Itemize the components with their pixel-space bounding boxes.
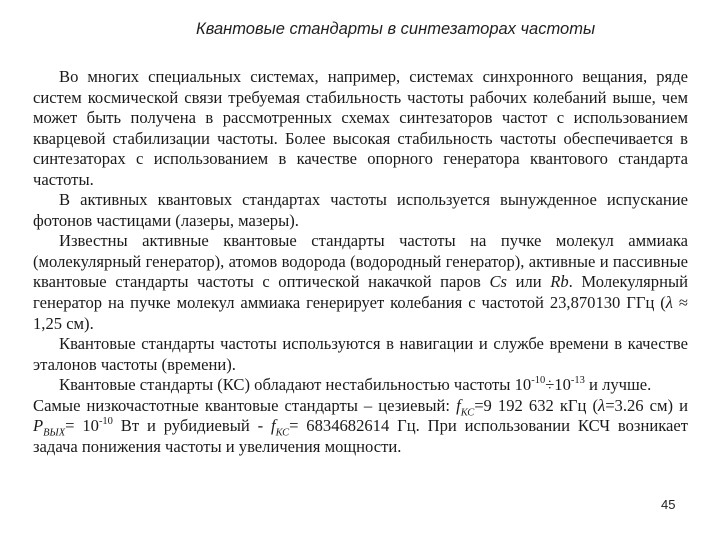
paragraph-instability [33,375,688,396]
text-run: =3.26 см) и [605,395,689,415]
cesium-symbol: Cs [489,272,507,292]
frequency-symbol: f [456,395,461,415]
text-run: Вт и рубидиевый - [112,416,271,436]
paragraph-navigation: Квантовые стандарты частоты используются в навигации и службе времени в качестве эталонов частоты (времени). [33,334,688,374]
paragraph-active-standards: В активных квантовых стандартах частоты используется вынужденное испускание фотонов частицами (лазеры, мазеры). [33,190,688,230]
text-run: Самые низкочастотные квантовые стандарты – цезиевый: [33,395,457,415]
text-run: ≈ 1,25 см). [33,293,688,333]
exponent: -10 [531,374,546,386]
rubidium-symbol: Rb [550,272,569,292]
text-run: и лучше. [584,375,652,395]
text-run: Известны активные квантовые стандарты частоты на пучке молекул аммиака (молекулярный генератор), атомов водорода (водородный генератор), активные и пассивные квантовые стандарты частоты с оптической накачкой паров [33,231,688,292]
subscript: КС [460,407,475,419]
text-run: или [506,272,551,292]
text-run: =9 192 632 кГц ( [474,395,598,415]
paragraph-known-standards [33,231,688,334]
frequency-symbol: f [270,416,276,436]
text-run: = 10 [65,416,99,436]
exponent: -13 [570,374,585,386]
lambda-symbol: λ [665,293,673,313]
slide-title: Квантовые стандарты в синтезаторах частоты [196,20,596,38]
text-run: Квантовые стандарты (КС) обладают нестабильностью частоты 10 [59,375,532,395]
body-text [33,67,688,457]
paragraph-intro: Во многих специальных системах, например, системах синхронного вещания, ряде систем космической связи требуемая стабильность частоты рабочих колебаний выше, чем может быть получена в рассмотренных схемах синтезаторов частот с использованием кварцевой стабилизации частоты. Более высокая стабильность частоты обеспечивается в синтезаторах с использованием в качестве опорного генератора квантового стандарта частоты. [33,67,688,189]
subscript: КС [275,427,290,439]
text-run: . Молекулярный генератор на пучке молекул аммиака генерирует колебания с частотой 23,870130 ГГц ( [33,272,688,313]
exponent: -10 [98,415,113,427]
subscript: ВЫХ [43,427,66,439]
text-run: = 6834682614 Гц. При использовании КСЧ возникает задача понижения частоты и увеличения мощности. [33,416,688,456]
text-run: ÷10 [545,375,571,395]
power-symbol: P [33,416,44,436]
page-number: 45 [661,497,676,512]
lambda-symbol: λ [598,395,606,415]
paragraph-low-frequency [33,396,688,458]
